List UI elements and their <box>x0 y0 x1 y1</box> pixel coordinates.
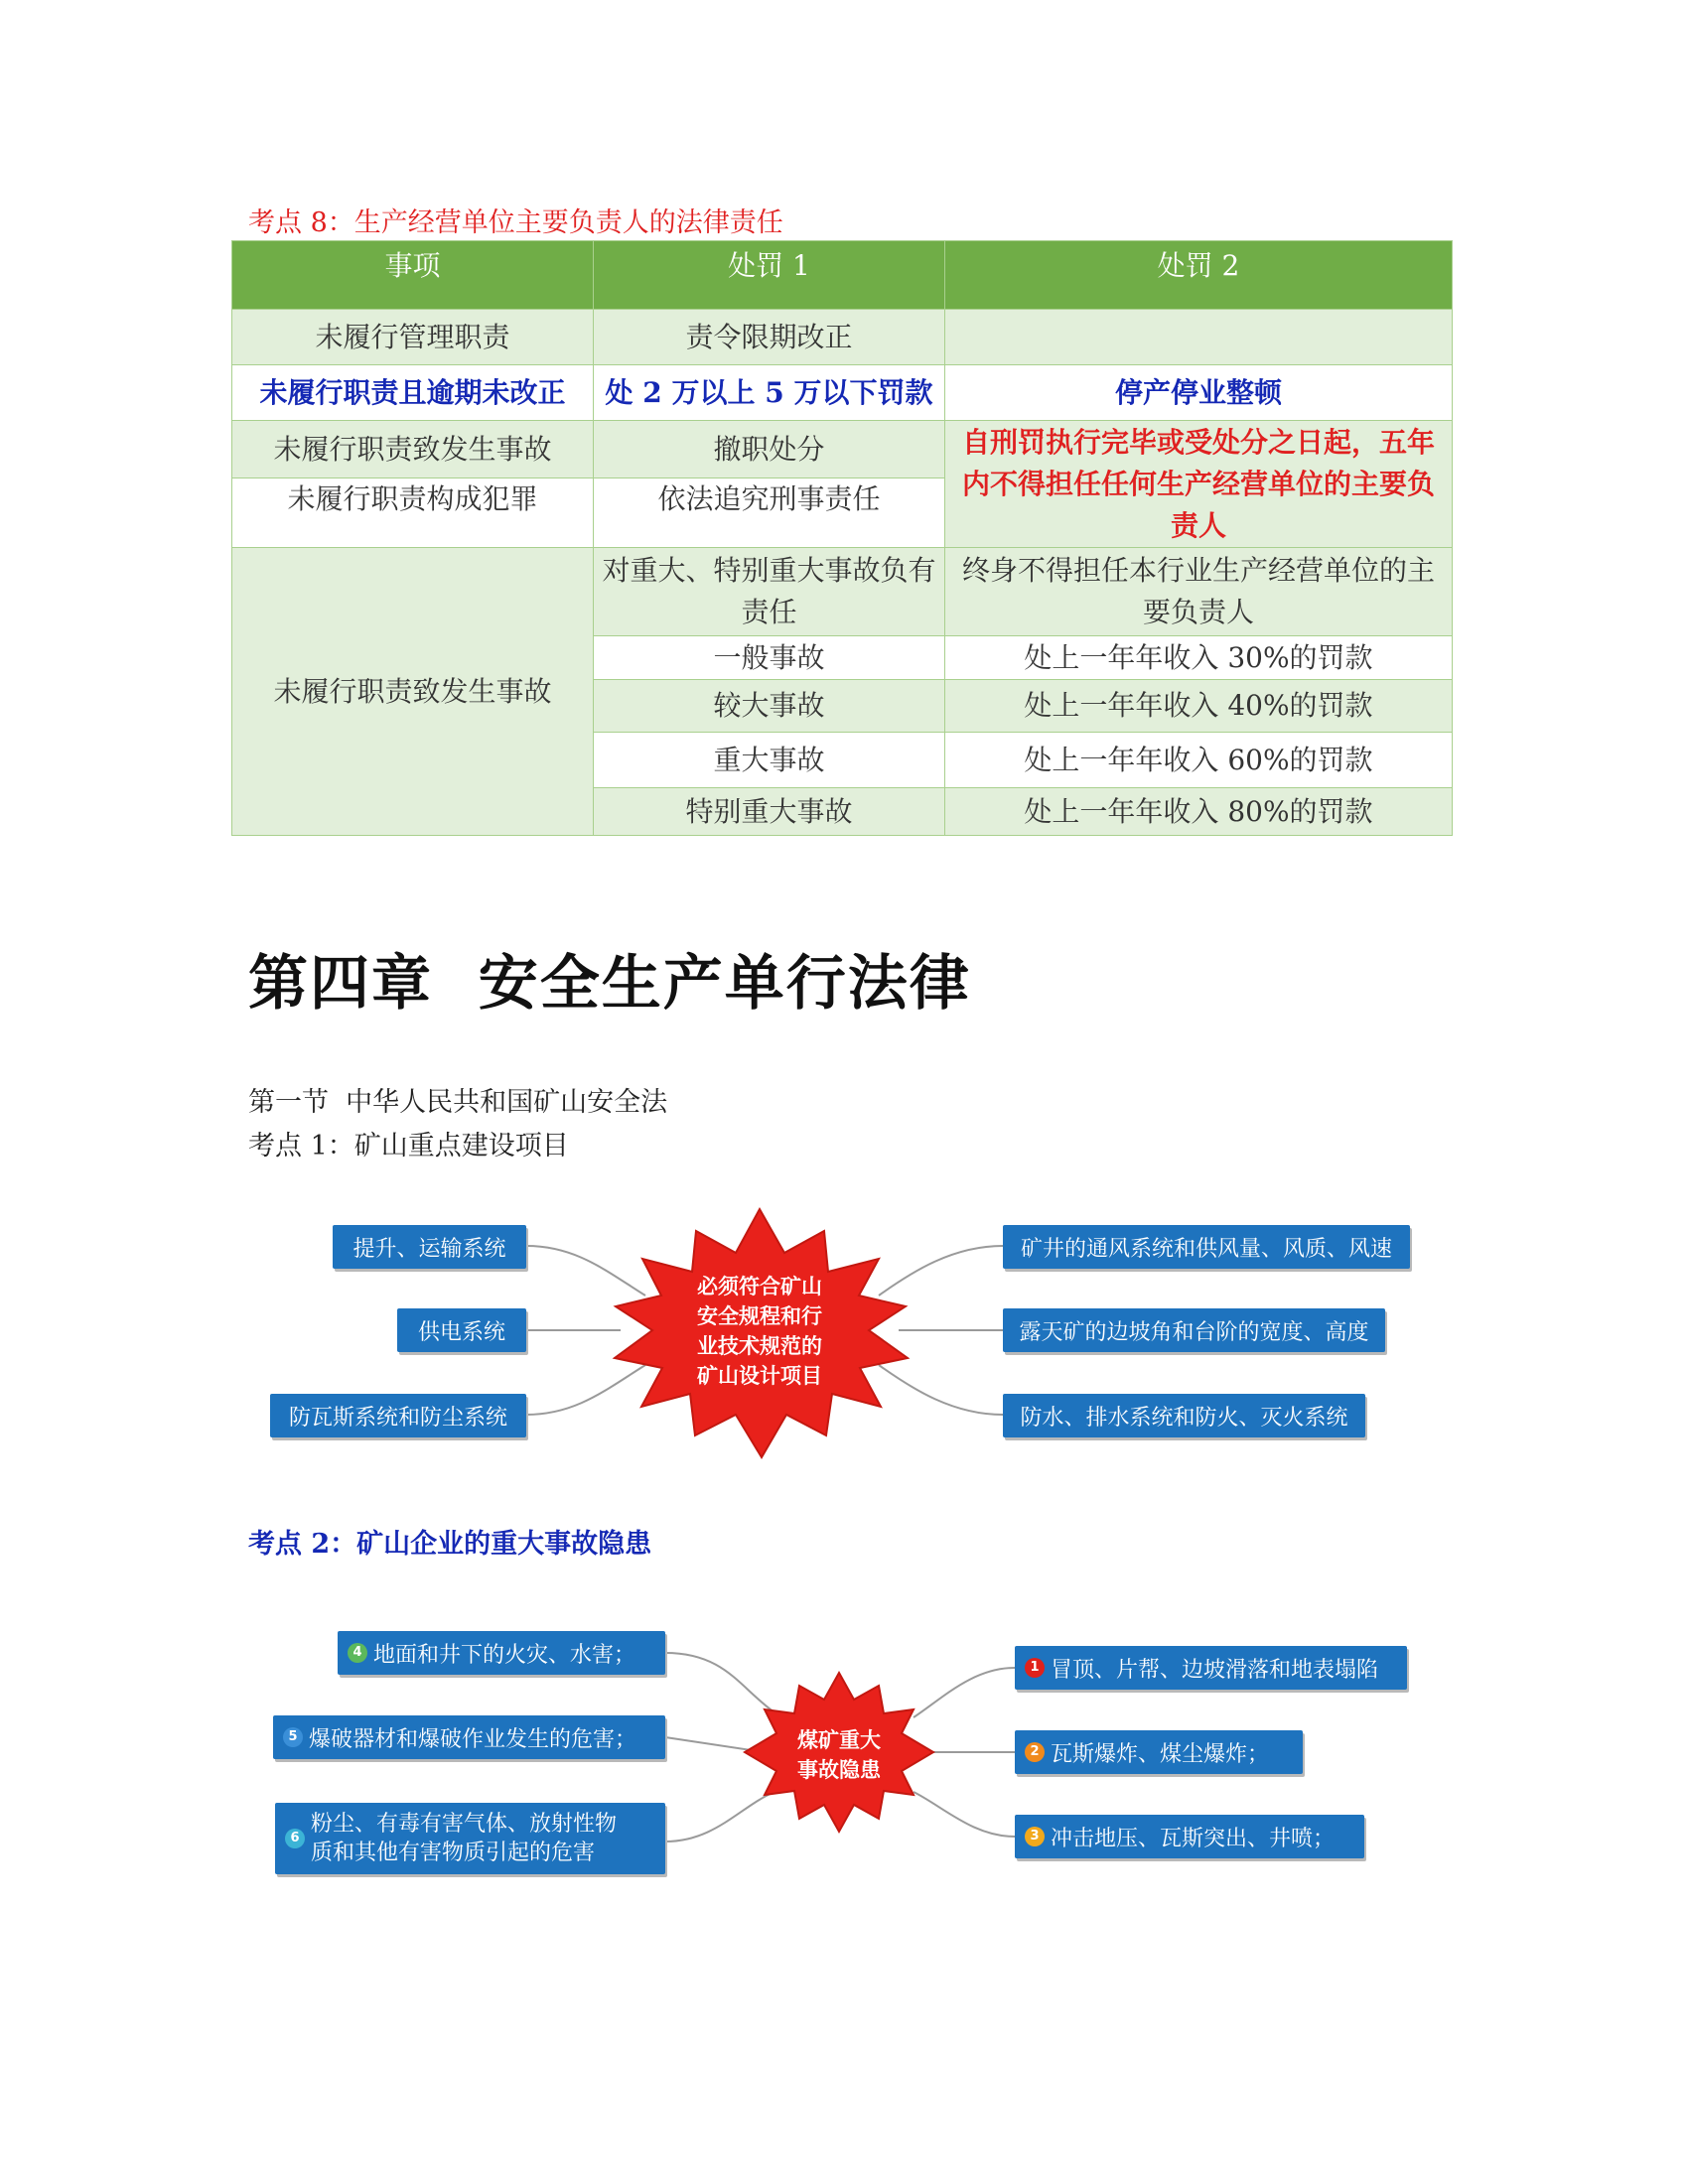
table-cell: 处上一年年收入 60%的罚款 <box>945 733 1453 788</box>
section8-heading: 考点 8：生产经营单位主要负责人的法律责任 <box>248 207 783 238</box>
table-cell: 重大事故 <box>594 733 945 788</box>
point1-right-box-3: 防水、排水系统和防火、灭火系统 <box>1003 1394 1365 1437</box>
section-line: 第一节 中华人民共和国矿山安全法 <box>248 1087 668 1118</box>
table-cell: 未履行职责致发生事故 <box>232 548 594 836</box>
hazard-item-6 <box>275 1803 665 1874</box>
table-cell: 责令限期改正 <box>594 310 945 365</box>
table-cell: 处上一年年收入 80%的罚款 <box>945 788 1453 836</box>
hazard-text: 地面和井下的火灾、水害； <box>373 1642 636 1668</box>
center-line: 矿山设计项目 <box>697 1364 822 1388</box>
point2-heading: 考点 2：矿山企业的重大事故隐患 <box>248 1529 652 1560</box>
center-line: 煤矿重大 <box>797 1728 881 1752</box>
hazard-text: 爆破器材和爆破作业发生的危害； <box>309 1726 637 1752</box>
hazard-item-4 <box>338 1631 665 1675</box>
hazard-text: 冲击地压、瓦斯突出、井喷； <box>1051 1826 1336 1851</box>
hazard-item-5 <box>273 1715 665 1759</box>
point1-right-box-1: 矿井的通风系统和供风量、风质、风速 <box>1003 1225 1410 1269</box>
center-line: 安全规程和行 <box>697 1304 822 1328</box>
hazard-text: 冒顶、片帮、边坡滑落和地表塌陷 <box>1051 1657 1379 1683</box>
table-cell: 未履行职责致发生事故 <box>232 421 594 478</box>
table-cell: 特别重大事故 <box>594 788 945 836</box>
table-cell: 停产停业整顿 <box>945 365 1453 421</box>
hazard-text-line1: 粉尘、有毒有害气体、放射性物 <box>311 1812 618 1837</box>
header-penalty1: 处罚 1 <box>594 241 945 310</box>
hazard-text: 瓦斯爆炸、煤尘爆炸； <box>1051 1741 1270 1767</box>
number-badge-icon: 4 <box>348 1643 367 1663</box>
number-badge-icon: 2 <box>1025 1742 1045 1762</box>
table-cell: 对重大、特别重大事故负有责任 <box>594 548 945 636</box>
table-cell: 自刑罚执行完毕或受处分之日起，五年内不得担任任何生产经营单位的主要负责人 <box>945 421 1453 548</box>
table-cell: 撤职处分 <box>594 421 945 478</box>
number-badge-icon: 6 <box>285 1829 305 1848</box>
table-cell: 处上一年年收入 40%的罚款 <box>945 680 1453 733</box>
point1-right-box-2: 露天矿的边坡角和台阶的宽度、高度 <box>1003 1308 1385 1352</box>
center-line: 必须符合矿山 <box>697 1275 822 1298</box>
point1-heading: 考点 1：矿山重点建设项目 <box>248 1131 569 1161</box>
table-cell: 未履行职责且逾期未改正 <box>232 365 594 421</box>
center-line: 业技术规范的 <box>697 1334 822 1358</box>
hazard-item-3 <box>1015 1815 1364 1858</box>
number-badge-icon: 5 <box>283 1727 303 1747</box>
number-badge-icon: 1 <box>1025 1658 1045 1678</box>
point2-center-text <box>770 1725 909 1785</box>
chapter-title: 第四章 安全生产单行法律 <box>248 949 971 1019</box>
table-cell: 处上一年年收入 30%的罚款 <box>945 636 1453 680</box>
point1-left-box-1: 提升、运输系统 <box>333 1225 526 1269</box>
table-cell: 终身不得担任本行业生产经营单位的主要负责人 <box>945 548 1453 636</box>
table-cell: 一般事故 <box>594 636 945 680</box>
header-item: 事项 <box>232 241 594 310</box>
table-cell: 未履行职责构成犯罪 <box>232 478 594 548</box>
center-line: 事故隐患 <box>797 1758 881 1782</box>
number-badge-icon: 3 <box>1025 1827 1045 1846</box>
table-cell: 未履行管理职责 <box>232 310 594 365</box>
point1-left-box-3: 防瓦斯系统和防尘系统 <box>270 1394 526 1437</box>
header-penalty2: 处罚 2 <box>945 241 1453 310</box>
hazard-item-1 <box>1015 1646 1407 1690</box>
hazard-item-2 <box>1015 1730 1303 1774</box>
table-cell: 处 2 万以上 5 万以下罚款 <box>594 365 945 421</box>
point1-left-box-2: 供电系统 <box>397 1308 526 1352</box>
table-cell: 较大事故 <box>594 680 945 733</box>
table-cell: 依法追究刑事责任 <box>594 478 945 548</box>
hazard-text-line2: 质和其他有害物质引起的危害 <box>311 1841 596 1865</box>
